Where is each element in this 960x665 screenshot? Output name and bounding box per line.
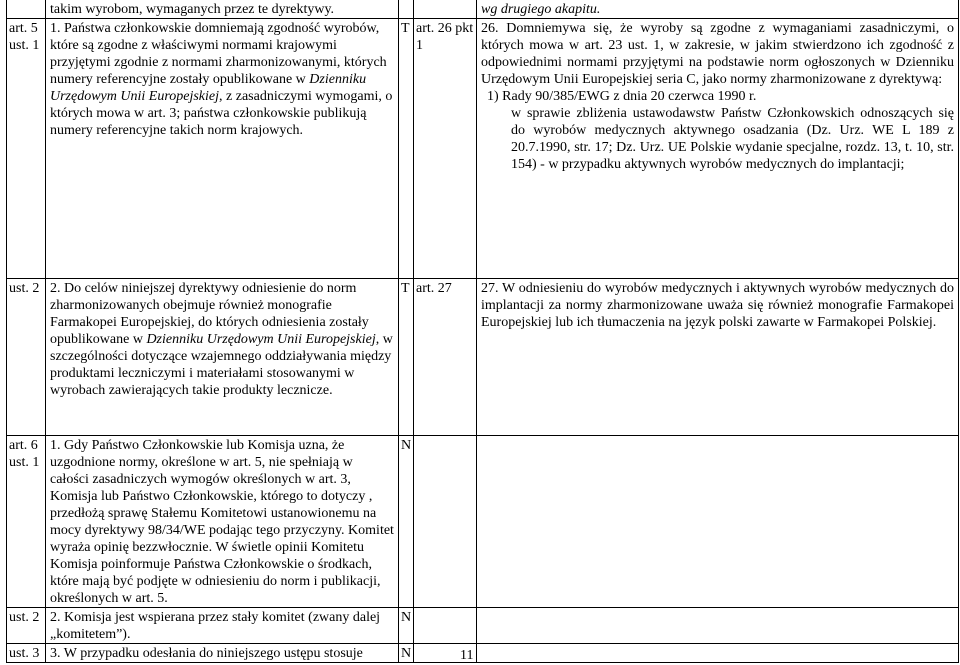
transposition-flag-cell: N [399,608,414,644]
directive-text-cell: 1. Gdy Państwo Członkowskie lub Komisja uzna, że uzgodnione normy, określone w art. 5, nie spełniają w całości zasadniczych wymogów określonych w art. 3, Komisja lub Państwo Członkowskie, którego to dotyczy , przedłożą sprawę Stałemu Komitetowi ustanowionemu na mocy dyrektywy 98/34/WE podając tego przyczyny. Komitet wyraża opinię bezzwłocznie. W świetle opinii Komitetu Komisja poinformuje Państwa Członkowskie o środkach, które mają być podjęte w odniesieniu do norm i publikacji, określonych w art. 5. [46,436,399,608]
correlation-table [6,0,959,663]
article-ref-cell [7,0,46,19]
directive-text-cell: 2. Komisja jest wspierana przez stały komitet (zwany dalej „komitetem”). [46,608,399,644]
transposition-flag-cell: N [399,644,414,663]
national-provision-cell [414,0,477,19]
directive-text-cell: 3. W przypadku odesłania do niniejszego ustępu stosuje [46,644,399,663]
journal-name: Dzienniku Urzędowym Unii Europejskiej [50,72,367,104]
national-text-intro: 26. Domniemywa się, że wyroby są zgodne z wymaganiami zasadniczymi, o których mowa w art. 23 ust. 1, w zakresie, w jakim stwierdzono ich zgodność z odpowiednimi normami przyjętymi na podstawie norm ogłoszonych w Dzienniku Urzędowym Unii Europejskiej seria C, jako normy zharmonizowane z dyrektywą: [481,21,954,87]
journal-name: Dzienniku Urzędowym Unii Europejskiej [146,332,376,347]
national-provision-cell [414,436,477,608]
article-ref-cell: ust. 2 [7,279,46,436]
directive-text: , z zasadniczymi wymogami, o których mowa w art. 3; państwa członkowskie publikują numery referencyjne takich norm krajowych. [50,89,393,138]
national-text-cell: wg drugiego akapitu. [477,0,959,19]
article-ref-cell: ust. 3 [7,644,46,663]
national-text-cell [477,19,959,279]
national-provision-cell: art. 27 [414,279,477,436]
transposition-flag-cell: T [399,279,414,436]
national-text-cell [477,644,959,663]
national-text-cell: 27. W odniesieniu do wyrobów medycznych i aktywnych wyrobów medycznych do implantacji za normy zharmonizowane uważa się również monografie Farmakopei Europejskiej lub ich tłumaczenia na język polski zawarte w Farmakopei Polskiej. [477,279,959,436]
national-provision-cell [414,608,477,644]
table-row [7,279,959,436]
table-row [7,19,959,279]
table-row [7,436,959,608]
page-number: 11 [460,648,474,663]
transposition-flag-cell [399,0,414,19]
transposition-flag-cell: T [399,19,414,279]
table-row [7,0,959,19]
table-row [7,644,959,663]
directive-text-cell: takim wyrobom, wymaganych przez te dyrektywy. [46,0,399,19]
directive-text: , w szczególności dotyczące wzajemnego oddziaływania między produktami leczniczymi i materiałami stosowanymi w wyrobach zawierających takie produkty lecznicze. [50,332,393,398]
directive-text: 2. Do celów niniejszej dyrektywy odniesienie do norm zharmonizowanych obejmuje również monografie Farmakopei Europejskiej, do których odniesienia zostały opublikowane w [50,281,369,347]
article-ref-cell: ust. 2 [7,608,46,644]
directive-text-cell [46,19,399,279]
directive-text-cell [46,279,399,436]
article-ref-cell: art. 6 ust. 1 [7,436,46,608]
national-text-cell [477,436,959,608]
national-provision-cell: art. 26 pkt 1 [414,19,477,279]
directive-text: 1. Państwa członkowskie domniemają zgodność wyrobów, które są zgodne z właściwymi normami krajowymi przyjętymi zgodnie z normami zharmonizowanymi, których numery referencyjne zostały opublikowane w [50,21,387,87]
transposition-flag-cell: N [399,436,414,608]
article-ref-cell: art. 5 ust. 1 [7,19,46,279]
table-row [7,608,959,644]
national-text-item-continued: w sprawie zbliżenia ustawodawstw Państw Członkowskich odnoszących się do wyrobów medycznych aktywnego osadzania (Dz. Urz. WE L 189 z 20.7.1990, str. 17; Dz. Urz. UE Polskie wydanie specjalne, rozdz. 13, t. 10, str. 154) - w przypadku aktywnych wyrobów medycznych do implantacji; [511,106,954,172]
national-text-item: 1) Rady 90/385/EWG z dnia 20 czerwca 1990 r. [487,89,757,104]
national-text-cell [477,608,959,644]
